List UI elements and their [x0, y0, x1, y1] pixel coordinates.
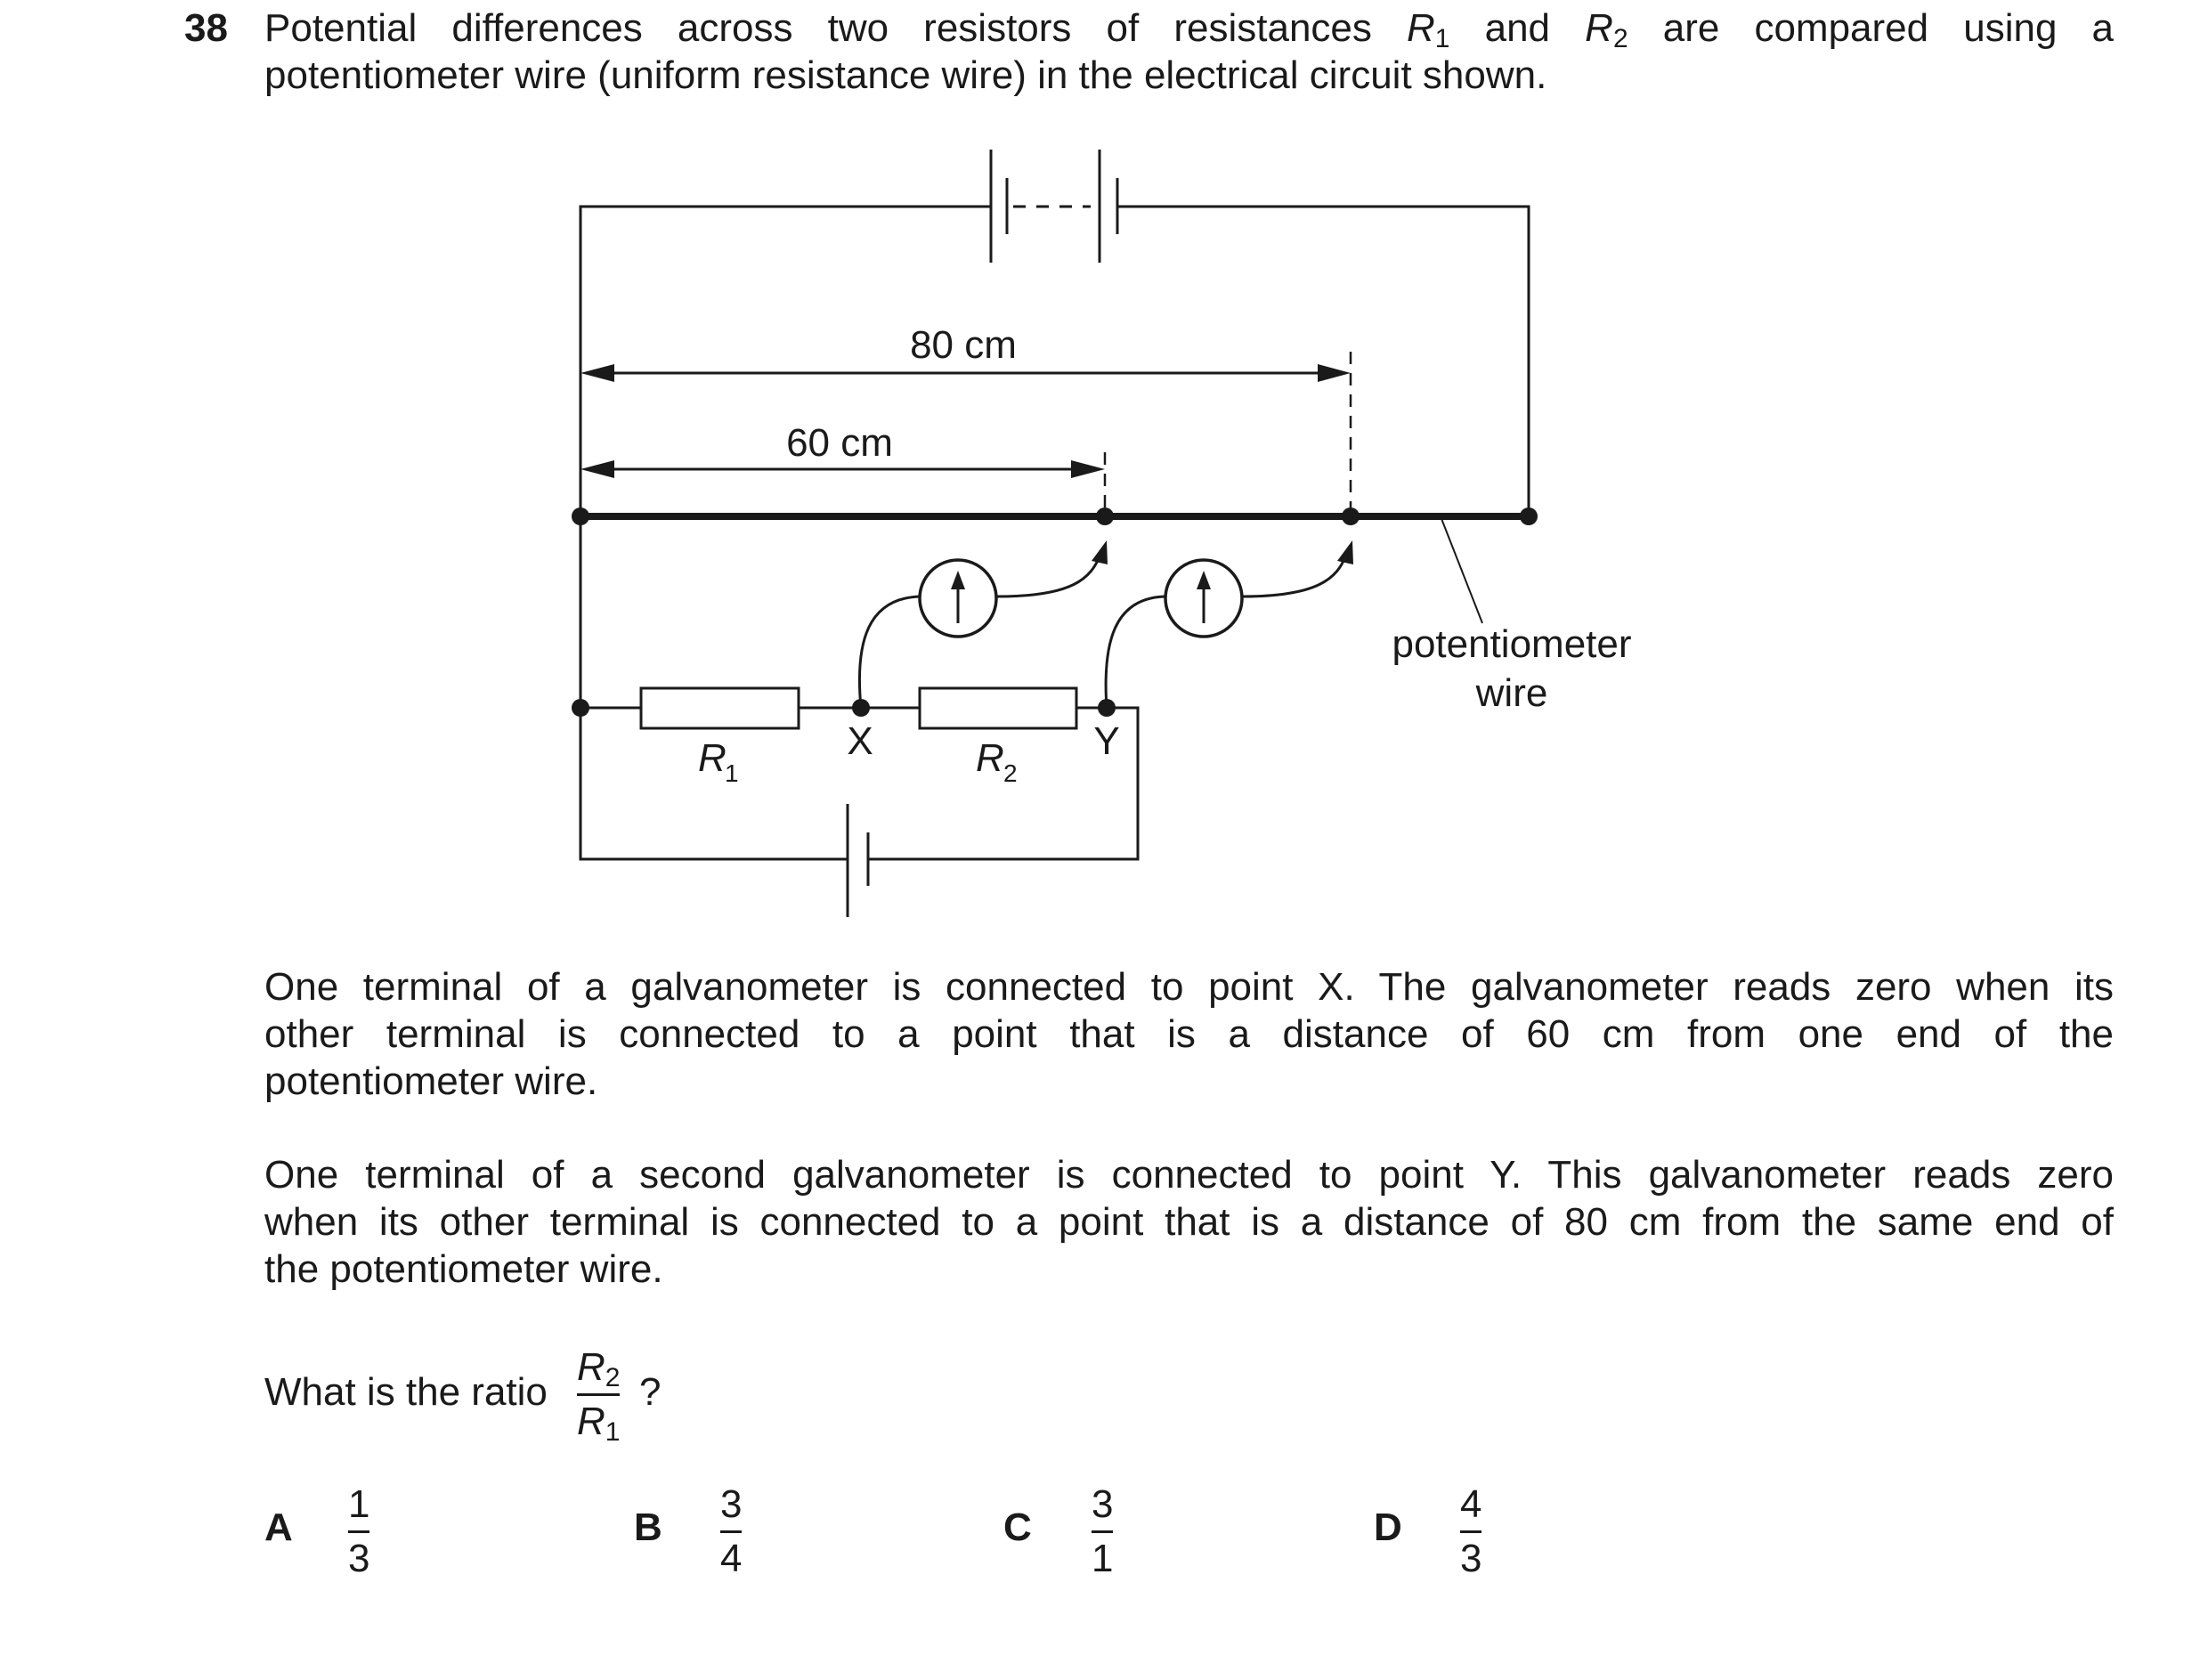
resistor-r1	[641, 688, 799, 728]
r1-subscript: 1	[1434, 24, 1450, 53]
resistor-r2	[920, 688, 1076, 728]
option-c-numerator: 3	[1092, 1482, 1114, 1526]
paragraph2-line2: when its other terminal is connected to a point that is a distance of 80 cm from the same end of	[264, 1200, 2114, 1244]
galvanometer1-lead-jockey	[997, 555, 1100, 597]
r1-symbol: R	[1407, 6, 1435, 50]
label-wire: wire	[1475, 671, 1548, 715]
option-d-fraction[interactable]	[1460, 1483, 1481, 1580]
label-r1-sub: 1	[725, 759, 739, 787]
ratio-question-mark: ?	[639, 1370, 662, 1414]
r2-subscript: 2	[1612, 24, 1628, 53]
paragraph1-line1: One terminal of a galvanometer is connected to point X. The galvanometer reads zero when its	[264, 965, 2114, 1009]
junction-60cm	[1096, 507, 1114, 525]
option-c-bar	[1092, 1530, 1113, 1533]
cell-battery-icon	[848, 804, 868, 917]
option-b-bar	[720, 1530, 742, 1533]
driver-battery-icon	[991, 150, 1117, 263]
label-r2-sub: 2	[1003, 759, 1018, 787]
junction-80cm	[1342, 507, 1360, 525]
question-number: 38	[184, 6, 228, 50]
galvanometer2-lead-jockey	[1242, 555, 1346, 597]
option-c-letter[interactable]: C	[1003, 1506, 1032, 1549]
r2-symbol: R	[1585, 6, 1613, 50]
intro-tail: are compared using a	[1662, 6, 2114, 50]
ratio-num-symbol: R	[577, 1345, 605, 1389]
arrowhead-60cm-left	[580, 460, 614, 478]
paragraph1-line2: other terminal is connected to a point that is a distance of 60 cm from one end of the	[264, 1012, 2114, 1056]
label-potentiometer: potentiometer	[1392, 622, 1632, 666]
jockey1-arrowhead	[1092, 540, 1108, 564]
galvanometer1-needle-icon	[951, 571, 965, 589]
ratio-den-symbol: R	[577, 1400, 605, 1443]
arrowhead-80cm-right	[1318, 364, 1351, 382]
option-d-bar	[1460, 1530, 1481, 1533]
junction-y	[1098, 699, 1116, 717]
junction-lower-left	[572, 699, 589, 717]
ratio-fraction-bar	[577, 1393, 620, 1396]
option-a-bar	[348, 1530, 369, 1533]
junction-wire-left	[572, 507, 589, 525]
galvanometer2-lead-y	[1106, 597, 1165, 708]
option-b-numerator: 3	[720, 1482, 743, 1526]
ratio-prompt: What is the ratio	[264, 1370, 548, 1414]
label-r2: R	[976, 736, 1004, 780]
ratio-den-sub: 1	[605, 1417, 621, 1447]
junction-wire-right	[1520, 507, 1538, 525]
paragraph2-line3: the potentiometer wire.	[264, 1247, 663, 1291]
label-x: X	[847, 719, 873, 763]
arrowhead-80cm-left	[580, 364, 614, 382]
arrow-80cm	[595, 352, 1351, 516]
potentiometer-wire-pointer	[1441, 516, 1482, 623]
option-a-denominator: 3	[348, 1537, 370, 1580]
intro-text: Potential differences across two resistors of resistances	[264, 6, 1372, 50]
option-c-denominator: 1	[1092, 1537, 1114, 1580]
label-60cm: 60 cm	[786, 421, 893, 465]
option-b-denominator: 4	[720, 1537, 743, 1580]
label-r1: R	[698, 736, 727, 780]
galvanometer2-needle-icon	[1197, 571, 1211, 589]
and-word: and	[1484, 6, 1551, 50]
ratio-numerator	[577, 1345, 621, 1392]
ratio-num-sub: 2	[605, 1363, 621, 1392]
option-b-letter[interactable]: B	[634, 1506, 662, 1549]
top-loop-right-wire	[1117, 207, 1529, 516]
ratio-fraction	[577, 1345, 621, 1447]
option-b-fraction[interactable]	[720, 1483, 742, 1580]
option-a-letter[interactable]: A	[264, 1506, 293, 1549]
option-d-letter[interactable]: D	[1374, 1506, 1402, 1549]
paragraph1-line3: potentiometer wire.	[264, 1059, 598, 1103]
galvanometer1-lead-x	[859, 597, 920, 708]
label-y: Y	[1093, 719, 1120, 763]
arrowhead-60cm-right	[1071, 460, 1105, 478]
jockey2-arrowhead	[1337, 540, 1353, 564]
option-d-denominator: 3	[1460, 1537, 1482, 1580]
question-intro-line2: potentiometer wire (uniform resistance wire) in the electrical circuit shown.	[264, 53, 1547, 97]
junction-x	[852, 699, 870, 717]
wire-cell-to-left	[580, 708, 848, 859]
ratio-denominator	[577, 1400, 621, 1447]
label-80cm: 80 cm	[910, 323, 1017, 367]
option-a-fraction[interactable]	[348, 1483, 369, 1580]
option-d-numerator: 4	[1460, 1482, 1482, 1526]
option-a-numerator: 1	[348, 1482, 370, 1526]
option-c-fraction[interactable]	[1092, 1483, 1113, 1580]
paragraph2-line1: One terminal of a second galvanometer is connected to point Y. This galvanometer reads zero	[264, 1153, 2114, 1197]
